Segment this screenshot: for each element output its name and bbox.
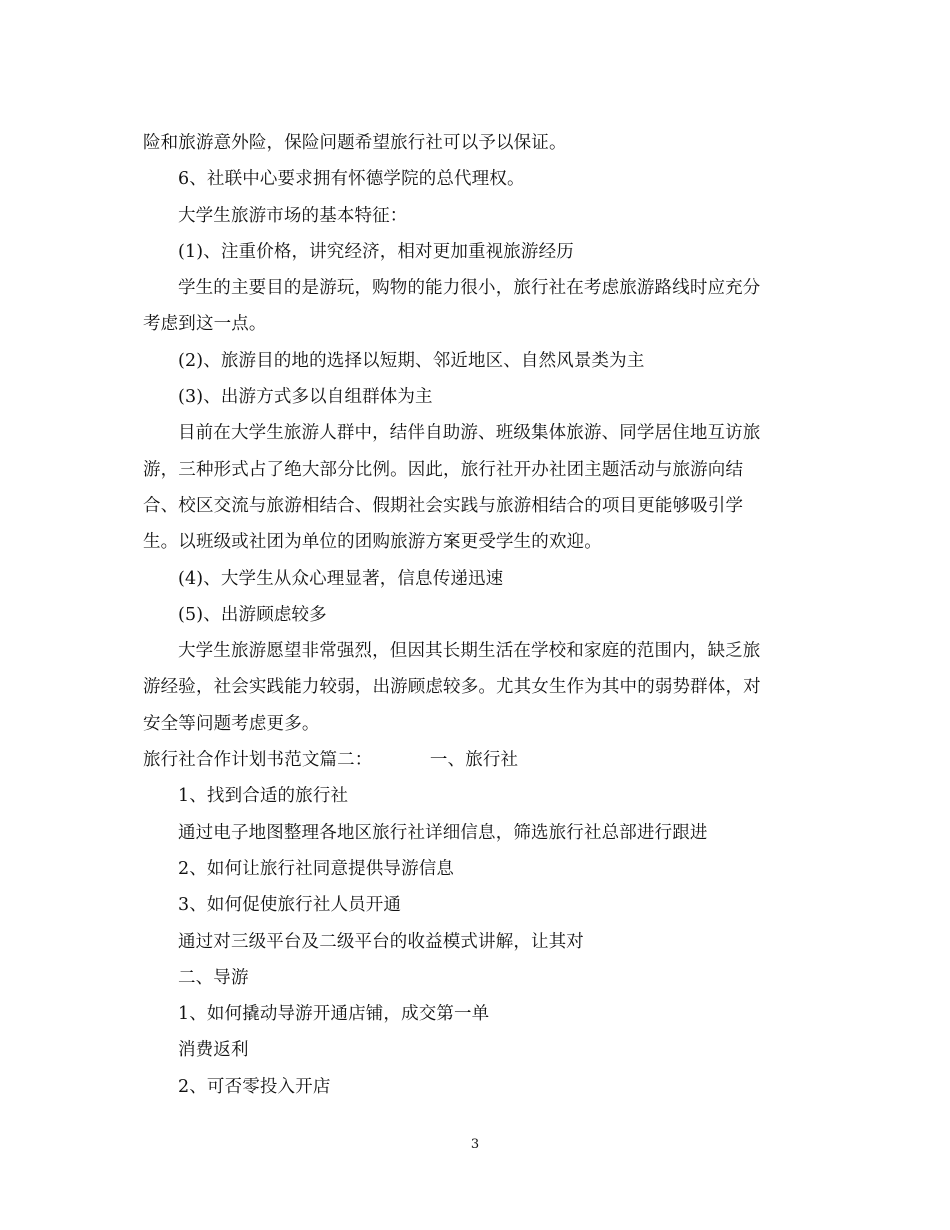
paragraph-line: (2)、旅游目的地的选择以短期、邻近地区、自然风景类为主 [178,350,645,371]
list-item: 1、如何撬动导游开通店铺，成交第一单 [178,1004,490,1025]
list-item: 通过对三级平台及二级平台的收益模式讲解，让其对 [178,931,584,952]
paragraph-line: 大学生旅游愿望非常强烈，但因其长期生活在学校和家庭的范围内，缺乏旅 [178,641,761,662]
document-body [143,125,813,1105]
list-item: 2、如何让旅行社同意提供导游信息 [178,858,455,879]
paragraph-line: (3)、出游方式多以自组群体为主 [178,387,433,408]
paragraph-line: (1)、注重价格，讲究经济，相对更加重视旅游经历 [178,241,574,262]
paragraph-line: (4)、大学生从众心理显著，信息传递迅速 [178,568,504,589]
list-item: 二、导游 [178,967,249,988]
paragraph-line: 考虑到这一点。 [143,314,267,335]
list-item: 通过电子地图整理各地区旅行社详细信息，筛选旅行社总部进行跟进 [178,822,708,843]
page-number: 3 [470,1137,480,1152]
list-item: 2、可否零投入开店 [178,1076,331,1097]
section-subtitle: 一、旅行社 [429,750,519,771]
section-heading-line [143,742,813,778]
paragraph-line: 6、社联中心要求拥有怀德学院的总代理权。 [178,169,525,190]
paragraph-line: 学生的主要目的是游玩，购物的能力很小，旅行社在考虑旅游路线时应充分 [178,278,761,299]
paragraph-line: 安全等问题考虑更多。 [143,713,320,734]
section-title: 旅行社合作计划书范文篇二： [143,750,373,771]
paragraph-line: 险和旅游意外险，保险问题希望旅行社可以予以保证。 [143,133,567,153]
paragraph-line: 目前在大学生旅游人群中，结伴自助游、班级集体旅游、同学居住地互访旅 [178,423,761,444]
list-item: 3、如何促使旅行社人员开通 [178,895,402,916]
list-item: 1、找到合适的旅行社 [178,786,349,807]
paragraph-line: 游，三种形式占了绝大部分比例。因此，旅行社开办社团主题活动与旅游向结 [143,459,744,480]
paragraph-line: 合、校区交流与旅游相结合、假期社会实践与旅游相结合的项目更能够吸引学 [143,495,744,516]
paragraph-line: 游经验，社会实践能力较弱，出游顾虑较多。尤其女生作为其中的弱势群体，对 [143,677,761,698]
list-item: 消费返利 [178,1040,249,1061]
paragraph-line: (5)、出游顾虑较多 [178,604,327,625]
paragraph-line: 生。以班级或社团为单位的团购旅游方案更受学生的欢迎。 [143,532,602,553]
paragraph-line: 大学生旅游市场的基本特征： [178,205,408,226]
